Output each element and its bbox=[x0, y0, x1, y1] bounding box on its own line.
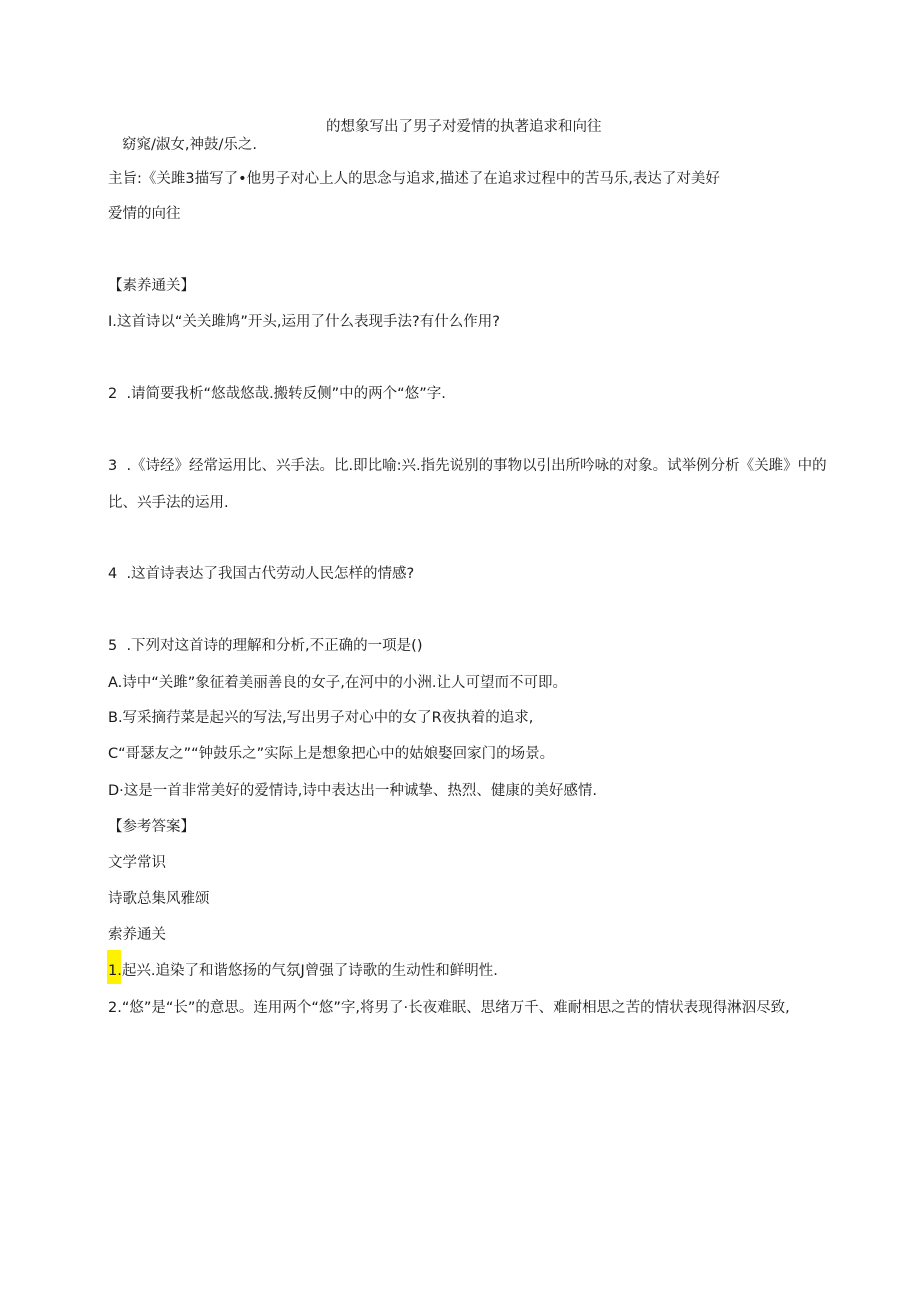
question-5: 5 .下列对这首诗的理解和分析,不正确的一项是() bbox=[108, 638, 423, 654]
question-2: 2 .请简要我析“悠哉悠哉.搬转反侧”中的两个“悠”字. bbox=[108, 386, 446, 402]
question-3-line-2: 比、兴手法的运用. bbox=[108, 495, 229, 511]
section-heading-answers: 【参考答案】 bbox=[108, 819, 195, 835]
option-c: C“哥瑟友之”“钟鼓乐之”实际上是想象把心中的姑娘娶回家门的场景。 bbox=[108, 746, 555, 762]
section-heading-practice: 【素养通关】 bbox=[108, 278, 195, 294]
answer-heading-literature: 文学常识 bbox=[108, 855, 166, 871]
answer-literature-text: 诗歌总集风雅颂 bbox=[108, 891, 210, 907]
option-d: D·这是一首非常美好的爱情诗,诗中表达出一种诚挚、热烈、健康的美好感情. bbox=[108, 783, 597, 799]
question-3-line-1: 3 .《诗经》经常运用比、兴手法。比.即比喻:兴.指先说别的事物以引出所吟咏的对象。试举例分析《关雎》中的 bbox=[108, 458, 827, 474]
theme-line-1: 主旨:《关雎3描写了•他男子对心上人的思念与追求,描述了在追求过程中的苦马乐,表达了对美好 bbox=[108, 171, 720, 187]
question-4: 4 .这首诗表达了我国古代劳动人民怎样的情感? bbox=[108, 566, 415, 582]
answer-2: 2.“悠”是“长”的意思。连用两个“悠”字,将男了·长夜难眠、思绪万千、难耐相思之苦的情状表现得淋泅尽致, bbox=[108, 1000, 790, 1016]
theme-line-2: 爱情的向往 bbox=[108, 206, 181, 222]
intro-continuation: 的想象写出了男子对爱情的执著追求和向往 bbox=[326, 119, 602, 135]
answer-1: 1.起兴.追染了和谐悠扬的气氛J曾强了诗歌的生动性和鲜明性. bbox=[108, 963, 498, 979]
option-b: B.写采摘荇菜是起兴的写法,写出男子对心中的女了R夜执着的追求, bbox=[108, 710, 534, 726]
question-1: I.这首诗以“关关雎鸠”开头,运用了什么表现手法?有什么作用? bbox=[108, 314, 500, 330]
intro-quote: 窈窕/淑女,神鼓/乐之. bbox=[122, 137, 257, 153]
answer-heading-practice: 索养通关 bbox=[108, 927, 166, 943]
option-a: A.诗中“关雎”象征着美丽善良的女子,在河中的小洲.让人可望而不可即。 bbox=[108, 675, 568, 691]
